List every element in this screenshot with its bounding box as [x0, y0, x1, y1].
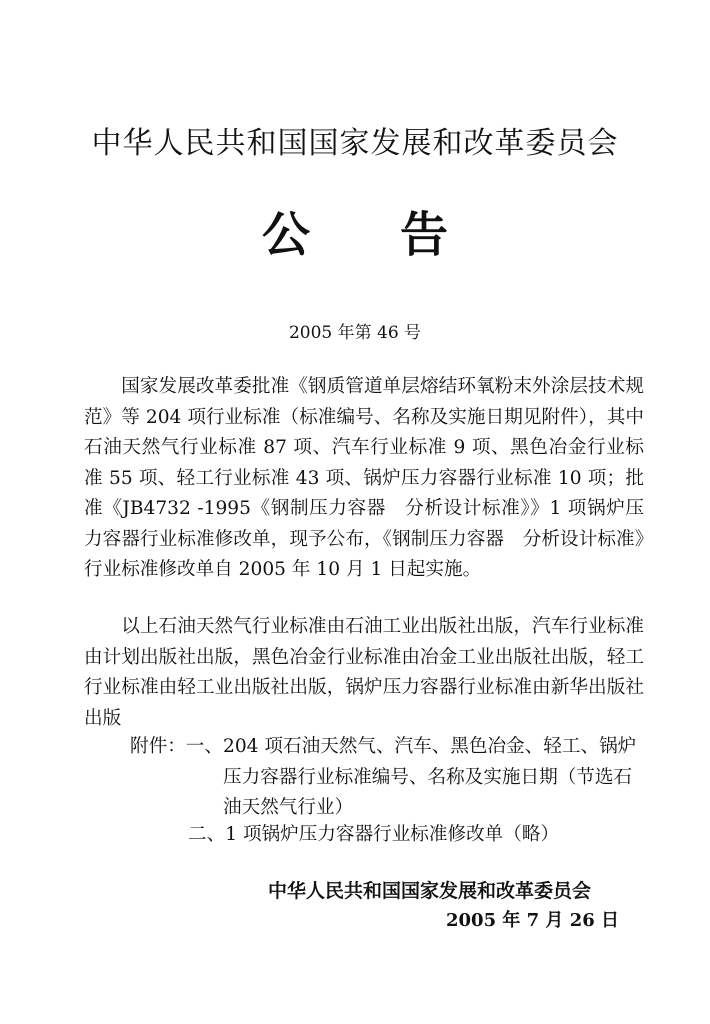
attachment-item-1	[130, 732, 650, 824]
attachment-item-1-number: 一、	[185, 736, 223, 757]
attachment-label: 附件：	[130, 736, 186, 757]
signature-date: 2005 年 7 月 26 日	[446, 910, 620, 931]
attachment-item-2-text: 1 项锅炉压力容器行业标准修改单（略）	[225, 824, 560, 845]
attachment-item-1-text: 204 项石油天然气、汽车、黑色冶金、轻工、锅炉压力容器行业标准编号、名称及实施日期（节选石油天然气行业）	[223, 736, 637, 818]
document-title: 公告	[261, 207, 538, 263]
body-paragraph-2: 以上石油天然气行业标准由石油工业出版社出版，汽车行业标准由计划出版社出版，黑色冶金行业标准由冶金工业出版社出版，轻工行业标准由轻工业出版社出版，锅炉压力容器行业标准由新华出版社出版	[84, 616, 644, 729]
body-paragraph-1: 国家发展改革委批准《钢质管道单层熔结环氧粉末外涂层技术规范》等 204 项行业标准（标准编号、名称及实施日期见附件），其中石油天然气行业标准 87 项、汽车行业标准 9 项、黑色冶金行业标准 55 项、轻工行业标准 43 项、锅炉压力容器行业标准 10 项；批准《JB4732 -1995《钢制压力容器 分析设计标准》》1 项锅炉压力容器行业标准修改单，现予公布，《钢制压力容器 分析设计标准》行业标准修改单自 2005 年 10 月 1 日起实施。	[84, 376, 644, 580]
attachment-item-2	[188, 820, 708, 851]
signature-organization: 中华人民共和国国家发展和改革委员会	[268, 880, 592, 902]
document-number: 2005 年第 46 号	[288, 323, 422, 343]
attachment-item-2-number: 二、	[188, 824, 226, 845]
issuing-organization-title: 中华人民共和国国家发展和改革委员会	[91, 126, 619, 161]
